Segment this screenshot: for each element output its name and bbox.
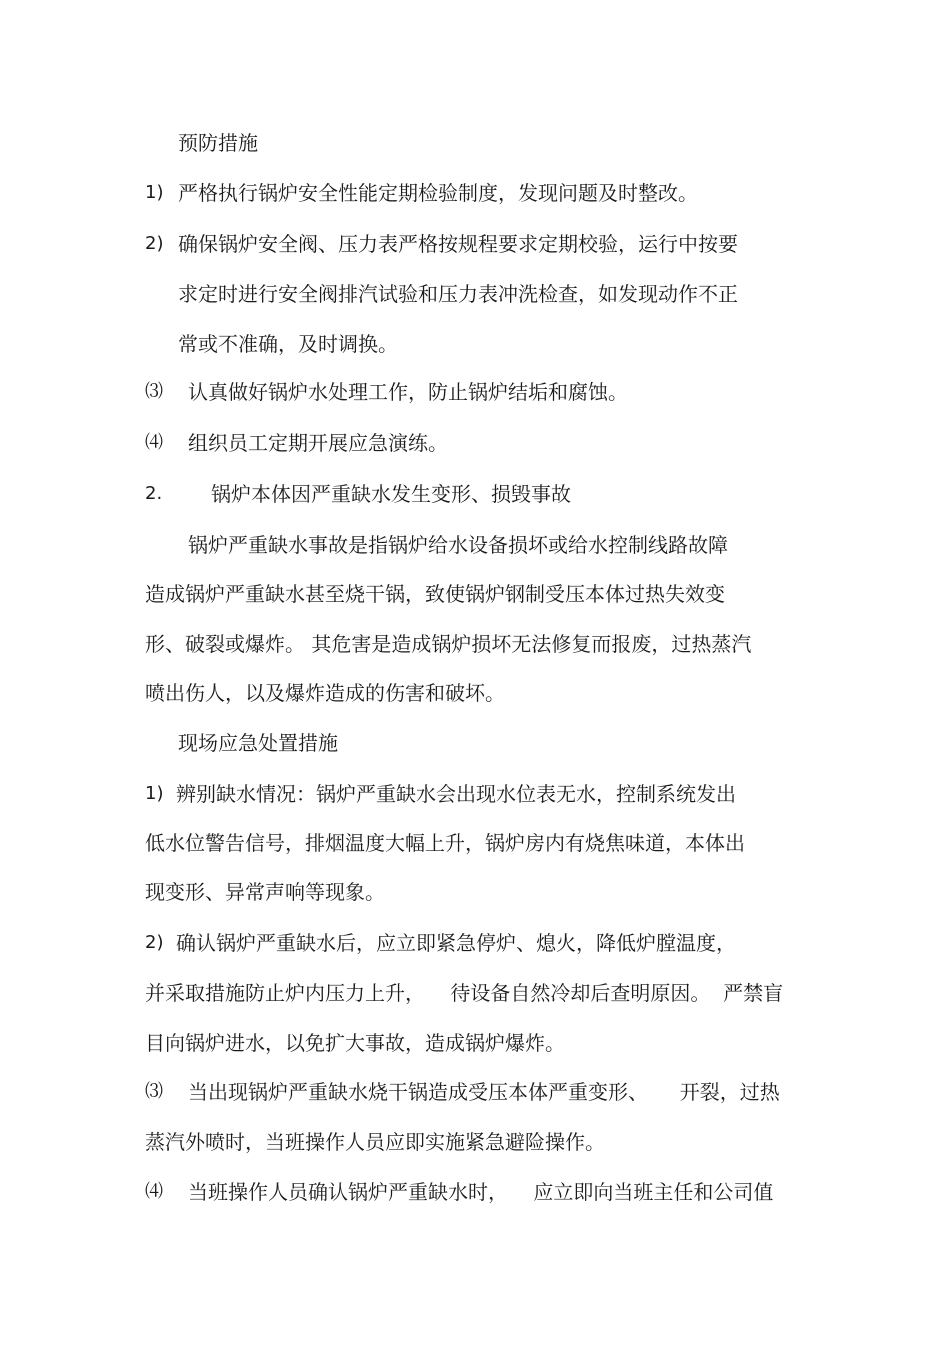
para-line2: 造成锅炉严重缺水甚至烧干锅，致使锅炉钢制受压本体过热失效变 [145,582,725,606]
prev-item1-number: 1) [145,182,164,203]
site-item3-line2: 蒸汽外喷时，当班操作人员应即实施紧急避险操作。 [145,1130,605,1154]
site-item1-line2: 低水位警告信号，排烟温度大幅上升，锅炉房内有烧焦味道，本体出 [145,831,745,855]
site-item1-line1: 辨别缺水情况：锅炉严重缺水会出现水位表无水，控制系统发出 [176,782,736,806]
heading-onsite: 现场应急处置措施 [178,731,338,755]
para-line1: 锅炉严重缺水事故是指锅炉给水设备损坏或给水控制线路故障 [188,533,728,557]
prev-item3-number: ⑶ [145,381,163,402]
site-item1-line3: 现变形、异常声响等现象。 [145,880,385,904]
heading-prevention: 预防措施 [178,131,258,155]
para-line4: 喷出伤人，以及爆炸造成的伤害和破坏。 [145,681,505,705]
prev-item4-number: ⑷ [145,432,163,453]
site-item3-line1: 当出现锅炉严重缺水烧干锅造成受压本体严重变形、 开裂，过热 [188,1080,780,1104]
site-item2-line1: 确认锅炉严重缺水后，应立即紧急停炉、熄火，降低炉膛温度， [176,931,736,955]
site-item1-number: 1) [145,783,164,804]
site-item2-line2: 并采取措施防止炉内压力上升， 待设备自然冷却后查明原因。 严禁盲 [145,981,784,1005]
site-item3-number: ⑶ [145,1081,163,1102]
section2-number: 2. [145,483,163,504]
site-item2-number: 2) [145,932,164,953]
site-item4-line1: 当班操作人员确认锅炉严重缺水时， 应立即向当班主任和公司值 [188,1180,774,1204]
prev-item2-number: 2) [145,233,164,254]
prev-item2-line1: 确保锅炉安全阀、压力表严格按规程要求定期校验，运行中按要 [178,232,738,256]
prev-item3-line1: 认真做好锅炉水处理工作，防止锅炉结垢和腐蚀。 [188,380,628,404]
prev-item2-line2: 求定时进行安全阀排汽试验和压力表冲洗检查，如发现动作不正 [178,282,738,306]
site-item4-number: ⑷ [145,1181,163,1202]
site-item2-line3: 目向锅炉进水，以免扩大事故，造成锅炉爆炸。 [145,1031,565,1055]
prev-item2-line3: 常或不准确，及时调换。 [178,332,398,356]
para-line3: 形、破裂或爆炸。 其危害是造成锅炉损坏无法修复而报废，过热蒸汽 [145,632,752,656]
prev-item4-line1: 组织员工定期开展应急演练。 [188,431,448,455]
prev-item1-line1: 严格执行锅炉安全性能定期检验制度，发现问题及时整改。 [178,181,698,205]
section2-title: 锅炉本体因严重缺水发生变形、损毁事故 [211,482,571,506]
